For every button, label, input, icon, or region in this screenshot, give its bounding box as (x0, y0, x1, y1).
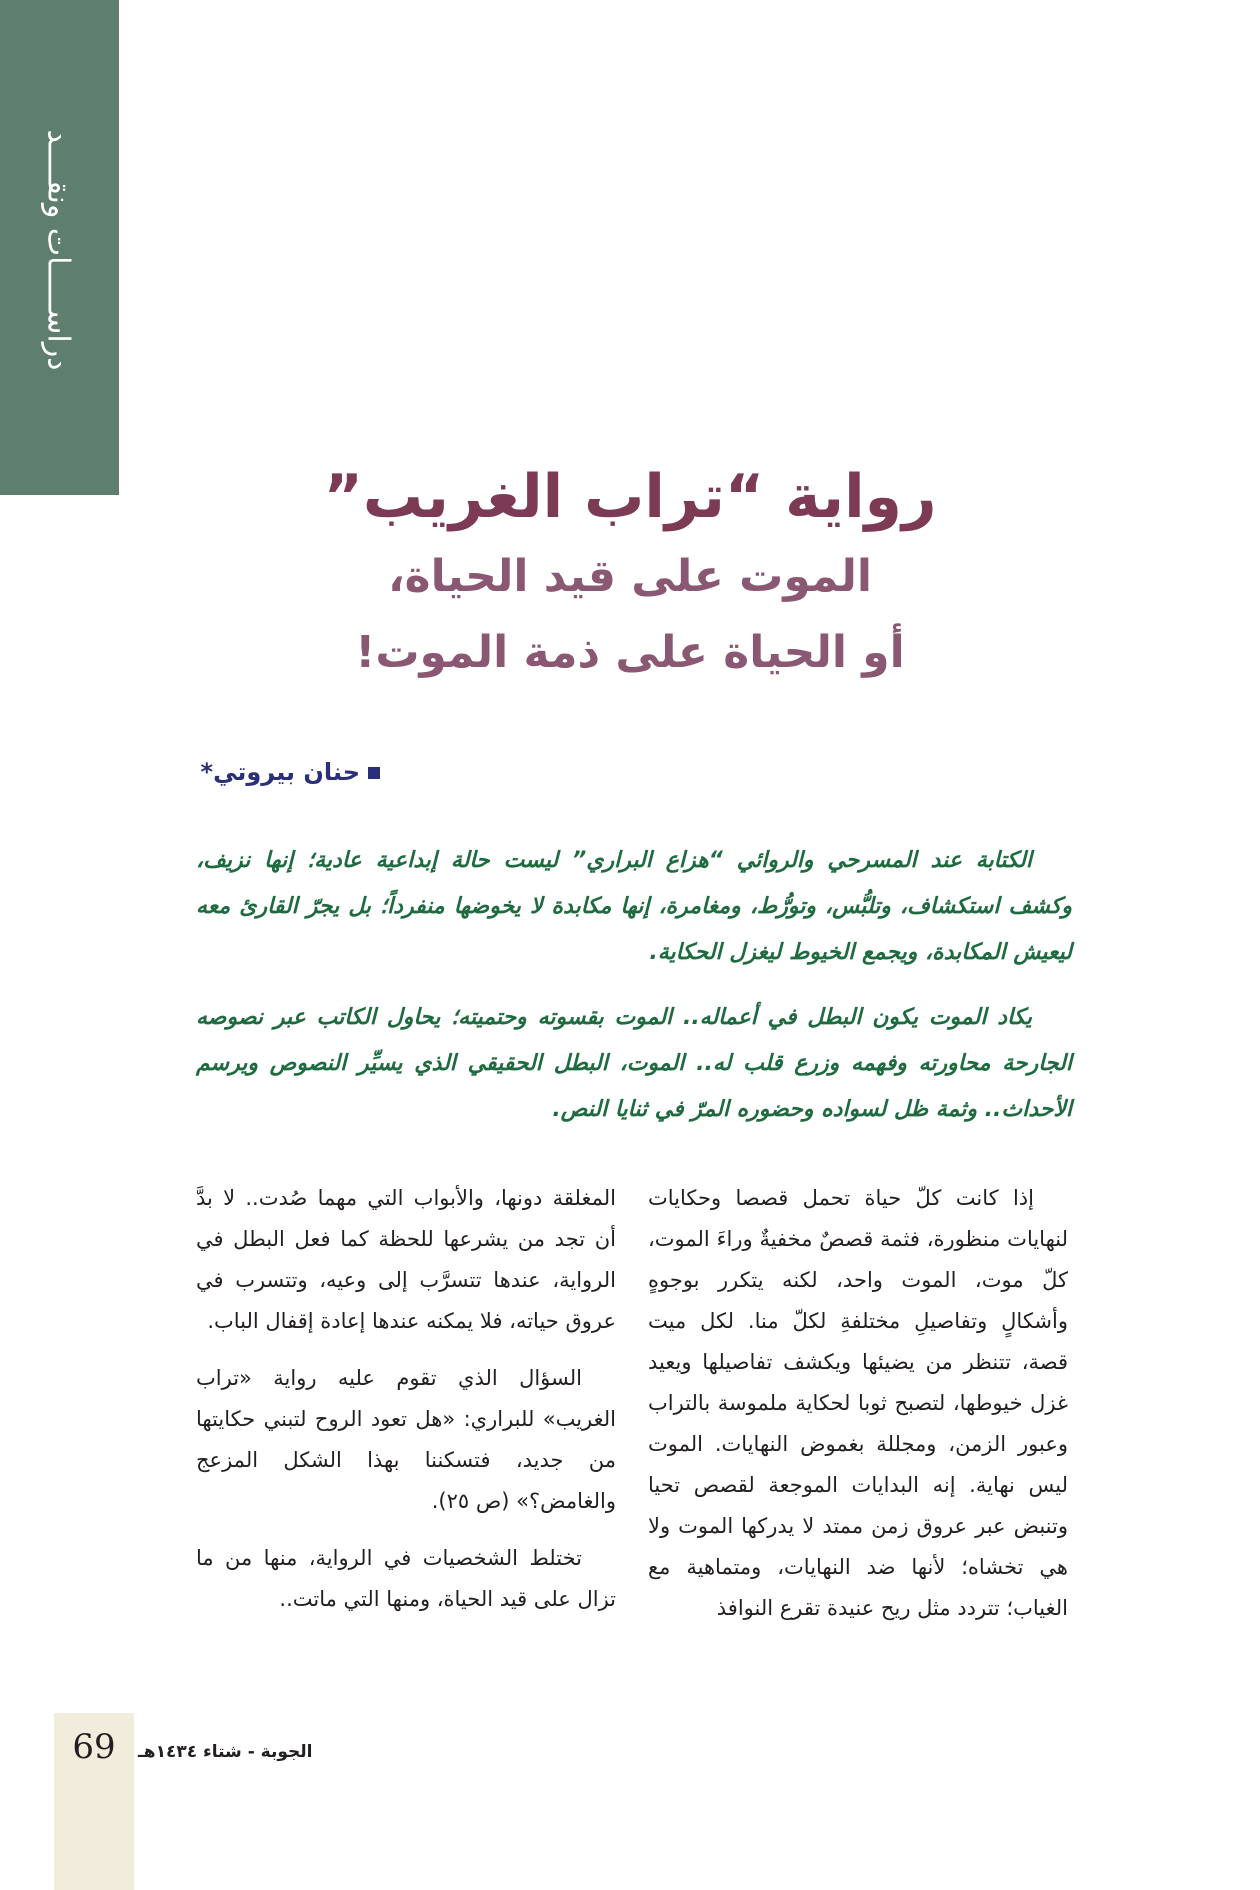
article-title-block (180, 455, 1080, 691)
body-paragraph: إذا كانت كلّ حياة تحمل قصصا وحكايات لنهايات منظورة، فثمة قصصٌ مخفيةٌ وراءَ الموت، كلّ موت، الموت واحد، لكنه يتكرر بوجوهٍ وأشكالٍ وتفاصيلِ مختلفةِ لكلّ منا. لكل ميت قصة، تتنظر من يضيئها ويكشف تفاصيلها ويعيد غزل خيوطها، لتصبح ثوبا لحكاية ملموسة بالتراب وعبور الزمن، ومجللة بغموض النهايات. الموت ليس نهاية. إنه البدايات الموجعة لقصص تحيا وتنبض عبر عروق زمن ممتد لا يدركها الموت ولا هي تخشاه؛ لأنها ضد النهايات، ومتماهية مع الغياب؛ تتردد مثل ريح عنيدة تقرع النوافذ (648, 1186, 1068, 1620)
body-paragraph: تختلط الشخصيات في الرواية، منها من ما تزال على قيد الحياة، ومنها التي ماتت.. (196, 1546, 616, 1611)
intro-paragraph-1: الكتابة عند المسرحي والروائي “هزاع البراري” ليست حالة إبداعية عادية؛ إنها نزيف، وكشف استكشاف، وتلبُّس، وتورُّط، ومغامرة، إنها مكابدة لا يخوضها منفرداً؛ بل يجرّ القارئ معه ليعيش المكابدة، ويجمع الخيوط ليغزل الحكاية. (196, 848, 1072, 965)
author-byline (201, 758, 380, 786)
article-title: رواية “تراب الغريب” (323, 462, 937, 532)
author-name: حنان بيروتي* (200, 758, 360, 786)
body-column-right (648, 1178, 1068, 1645)
section-tab (0, 0, 119, 495)
intro-paragraph-2: يكاد الموت يكون البطل في أعماله.. الموت بقسوته وحتميته؛ يحاول الكاتب عبر نصوصه الجارحة محاورته وفهمه وزرع قلب له.. الموت، البطل الحقيقي الذي يسيِّر النصوص ويرسم الأحداث.. وثمة ظل لسواده وحضوره المرّ في ثنايا النص. (196, 1005, 1072, 1122)
intro-abstract-2 (196, 995, 1072, 1133)
body-paragraph: السؤال الذي تقوم عليه رواية «تراب الغريب» للبراري: «هل تعود الروح لتبني حكايتها من جديد، فتسكننا بهذا الشكل المزعج والغامض؟» (ص ٢٥). (196, 1366, 616, 1513)
magazine-issue-label: الجوبة - شتاء ١٤٣٤هـ (138, 1742, 313, 1762)
article-subtitle-line-2: أو الحياة على ذمة الموت! (355, 627, 905, 678)
section-label: دراســـــات ونقــــد (40, 129, 76, 371)
author-bullet-icon (368, 767, 380, 779)
intro-abstract-1 (196, 838, 1072, 976)
page-number: 69 (72, 1727, 116, 1767)
body-column-left (196, 1178, 616, 1636)
body-paragraph: المغلقة دونها، والأبواب التي مهما صُدت.. لا بدَّ أن تجد من يشرعها للحظة كما فعل البطل في الرواية، عندها تتسرَّب إلى وعيه، وتتسرب في عروق حياته، فلا يمكنه عندها إعادة إقفال الباب. (196, 1186, 616, 1333)
page-number-box (54, 1713, 134, 1890)
article-subtitle-line-1: الموت على قيد الحياة، (387, 551, 873, 602)
